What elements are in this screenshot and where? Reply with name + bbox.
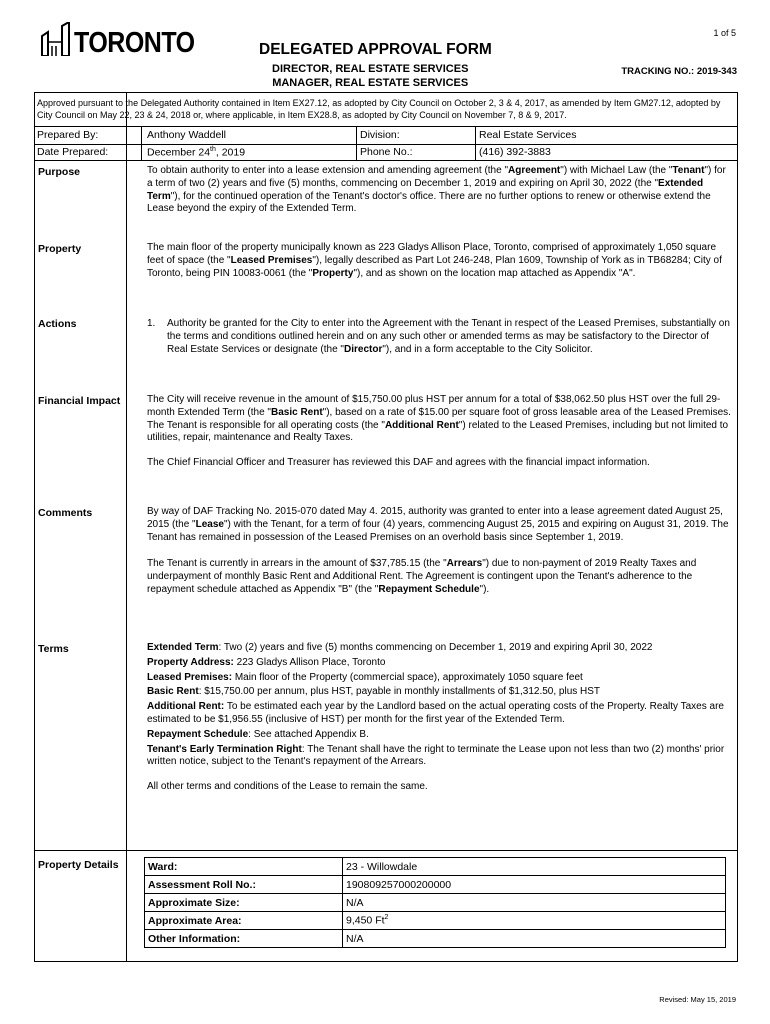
date-prepared-value: December 24th, 2019	[147, 146, 246, 159]
detail-key: Approximate Area:	[145, 912, 343, 930]
detail-key: Assessment Roll No.:	[145, 876, 343, 894]
divider	[34, 144, 738, 145]
terms-label: Terms	[38, 643, 69, 655]
detail-value: N/A	[343, 894, 726, 912]
property-details-table	[144, 857, 726, 948]
detail-key: Other Information:	[145, 930, 343, 948]
table-row	[145, 912, 726, 930]
actions-item-text: Authority be granted for the City to enter into the Agreement with the Tenant in respect of the Leased Premises, substantially on the terms and conditions outlined herein and on any such other or amended terms as may be satisfactory to the Director of Real Estate Services or designate (the "Director"), and in a form acceptable to the City Solicitor.	[167, 318, 730, 355]
list-number: 1.	[147, 318, 156, 329]
property-label: Property	[38, 243, 82, 255]
division-label: Division:	[360, 129, 400, 141]
form-subtitle	[272, 62, 468, 90]
divider	[141, 126, 142, 160]
revised-date: Revised: May 15, 2019	[659, 995, 736, 1004]
table-row	[145, 894, 726, 912]
comments-paragraph: By way of DAF Tracking No. 2015-070 dated May 4. 2015, authority was granted to enter into a lease agreement dated August 25, 2015 (the "Lease") with the Tenant, for a term of four (4) years, commencing August 25, 2015 and expiring on August 31, 2019. The Tenant has remained in possession of the Leased Premises on an overhold basis since September 1, 2019.	[147, 506, 729, 543]
divider	[34, 850, 738, 851]
comments-text	[147, 506, 732, 597]
prepared-by-value: Anthony Waddell	[147, 129, 226, 141]
property-text: The main floor of the property municipally known as 223 Gladys Allison Place, Toronto, comprised of approximately 1,050 square feet of space (the "Leased Premises"), legally described as Part Lot 246-248, Plan 1609, Township of York as in TB68284; City of Toronto, being PIN 10083-0061 (the "Property"), and as shown on the location map attached as Appendix "A".	[147, 242, 722, 279]
divider	[475, 126, 476, 160]
tracking-number: TRACKING NO.: 2019-343	[621, 66, 737, 77]
form-title: DELEGATED APPROVAL FORM	[259, 41, 492, 58]
term-item: Extended Term: Two (2) years and five (5) months commencing on December 1, 2019 and expiring April 30, 2022	[147, 642, 653, 653]
subtitle-line-1: DIRECTOR, REAL ESTATE SERVICES	[272, 63, 469, 75]
term-item: Repayment Schedule: See attached Appendix B.	[147, 728, 369, 740]
actions-label: Actions	[38, 318, 77, 330]
city-hall-icon	[40, 22, 70, 56]
detail-value: N/A	[343, 930, 726, 948]
financial-review-paragraph: The Chief Financial Officer and Treasurer has reviewed this DAF and agrees with the financial impact information.	[147, 457, 650, 469]
financial-impact-text	[147, 394, 732, 470]
purpose-label: Purpose	[38, 166, 81, 178]
terms-closing: All other terms and conditions of the Lease to remain the same.	[147, 781, 428, 793]
divider	[356, 126, 357, 160]
divider	[34, 126, 738, 127]
prepared-by-label: Prepared By:	[37, 129, 99, 141]
detail-value: 9,450 Ft$^2$	[343, 912, 726, 930]
approval-note: Approved pursuant to the Delegated Authority contained in Item EX27.12, as adopted by City Council on October 2, 3 & 4, 2017, as amended by Item GM27.12, adopted by City Council on May 22, 23 & 24, 2018 or, where applicable, in Item EX28.8, as adopted by City Council on November 7, 8 & 9, 2017.	[37, 98, 721, 120]
arrears-paragraph: The Tenant is currently in arrears in the amount of $37,785.15 (the "Arrears") due to non-payment of 2019 Realty Taxes and underpayment of monthly Basic Rent and Additional Rent. The Agreement is contingent upon the Tenant's adherence to the repayment schedule attached as Appendix "B" (the "Repayment Schedule").	[147, 558, 697, 595]
term-item: Leased Premises: Main floor of the Property (commercial space), approximately 1050 square feet	[147, 671, 583, 683]
table-row	[145, 876, 726, 894]
detail-value: 23 - Willowdale	[343, 858, 726, 876]
date-prepared-label: Date Prepared:	[37, 146, 109, 158]
divider	[126, 92, 127, 962]
detail-value: 190809257000200000	[343, 876, 726, 894]
detail-key: Approximate Size:	[145, 894, 343, 912]
comments-label: Comments	[38, 507, 93, 519]
financial-impact-label: Financial Impact	[38, 395, 121, 407]
term-item: Additional Rent: To be estimated each year by the Landlord based on the actual operating costs of the Property. Realty Taxes are estimated to be $1,956.55 (inclusive of HST) per month for the first year of the Extended Term.	[147, 701, 724, 725]
purpose-text: To obtain authority to enter into a lease extension and amending agreement (the "Agreement") with Michael Law (the "Tenant") for a term of two (2) years and five (5) months, commencing on December 1, 2019 and expiring on April 30, 2022 (the "Extended Term"), for the continued operation of the Tenant's doctor's office. There are no further options to renew or otherwise extend the Lease beyond the expiry of the Extended Term.	[147, 165, 726, 215]
phone-value: (416) 392-3883	[479, 146, 551, 158]
financial-paragraph: The City will receive revenue in the amount of $15,750.00 plus HST per annum for a total of $38,062.50 plus HST over the full 29-month Extended Term (the "Basic Rent"), based on a rate of $15.00 per square foot of gross leasable area of the Leased Premises. The Tenant is responsible for all operating costs (the "Additional Rent") related to the Leased Premises, including but not limited to utilities, repair, maintenance and Realty Taxes.	[147, 394, 731, 444]
phone-label: Phone No.:	[360, 146, 413, 158]
actions-list	[147, 318, 732, 356]
table-row	[145, 858, 726, 876]
subtitle-line-2: MANAGER, REAL ESTATE SERVICES	[272, 77, 469, 89]
division-value: Real Estate Services	[479, 129, 577, 141]
toronto-logo	[40, 22, 195, 60]
term-item: Tenant's Early Termination Right: The Tenant shall have the right to terminate the Lease upon not less than two (2) months' prior written notice, subject to the Tenant's repayment of the Arrears.	[147, 743, 725, 768]
page-number: 1 of 5	[713, 28, 736, 38]
terms-text	[147, 642, 732, 796]
table-row	[145, 930, 726, 948]
property-details-label: Property Details	[38, 859, 119, 871]
term-item: Property Address: 223 Gladys Allison Place, Toronto	[147, 656, 386, 668]
logo-text: TORONTO	[74, 26, 195, 60]
term-item: Basic Rent: $15,750.00 per annum, plus HST, payable in monthly installments of $1,312.50, plus HST	[147, 686, 601, 698]
divider	[34, 160, 738, 161]
detail-key: Ward:	[145, 858, 343, 876]
